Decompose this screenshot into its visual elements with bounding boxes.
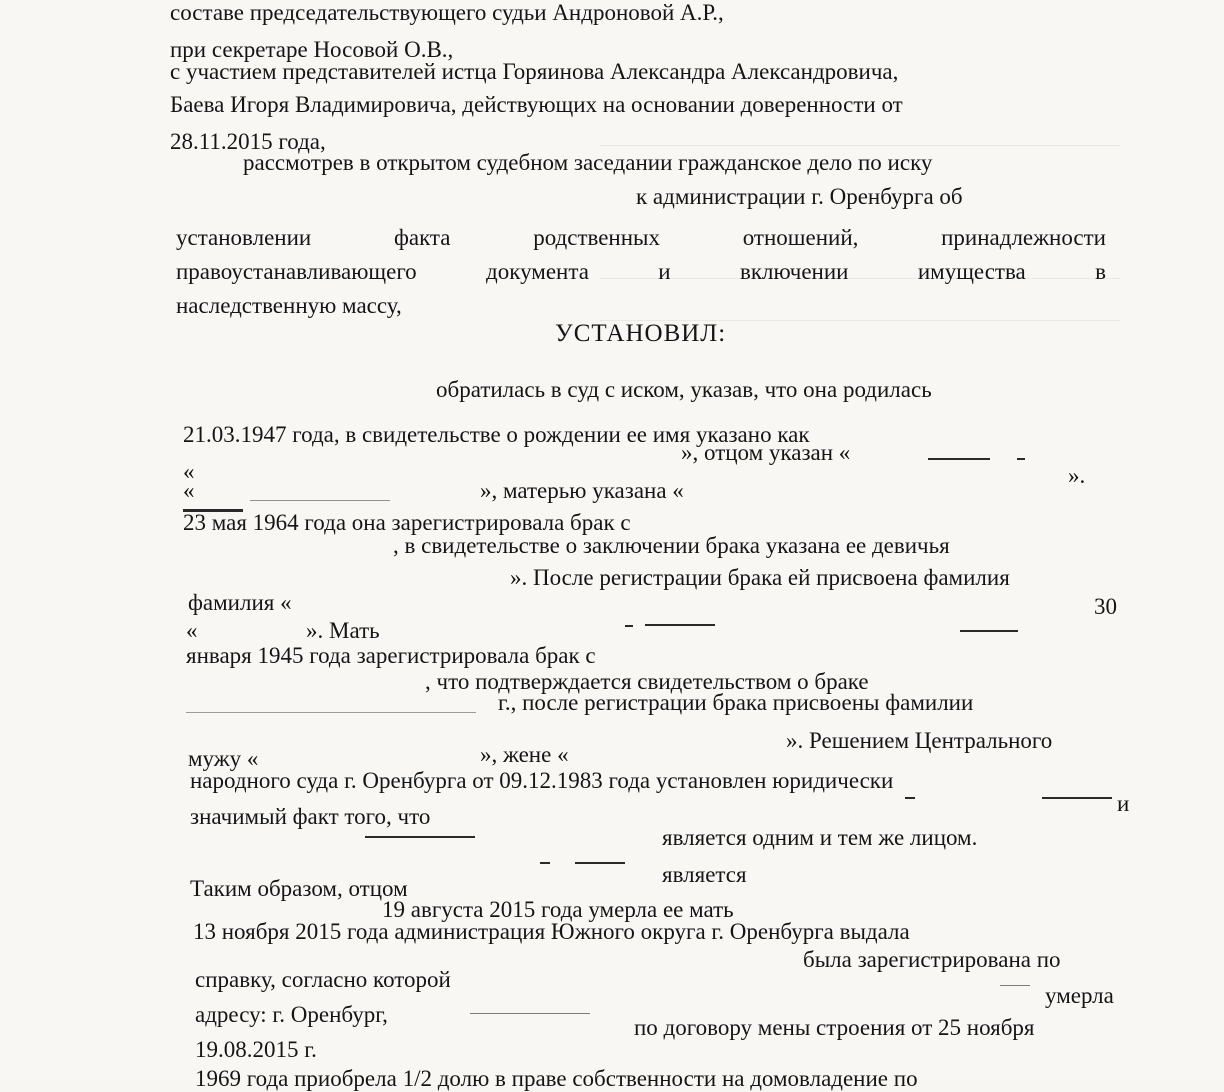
redaction-remnant bbox=[905, 797, 915, 799]
text-fragment: », жене « bbox=[480, 742, 569, 767]
text-line: при секретаре Носовой О.В., bbox=[170, 37, 454, 62]
text-fragment: была зарегистрирована по bbox=[803, 947, 1061, 972]
text-fragment: « bbox=[186, 618, 198, 643]
text-fragment: справку, согласно которой bbox=[195, 967, 451, 992]
text-fragment: фамилия « bbox=[188, 590, 292, 615]
text-line: , в свидетельстве о заключении брака указана ее девичья bbox=[393, 533, 950, 558]
text-line: 19 августа 2015 года умерла ее мать bbox=[382, 897, 734, 922]
text-line: составе председательствующего судьи Андроновой А.Р., bbox=[170, 0, 724, 25]
text-fragment: « bbox=[183, 459, 195, 484]
redaction-remnant bbox=[540, 862, 550, 864]
word: в bbox=[1095, 259, 1106, 284]
redaction-remnant bbox=[645, 624, 715, 626]
redaction-remnant bbox=[365, 836, 475, 838]
word: факта bbox=[393, 225, 451, 250]
word: документа bbox=[486, 259, 589, 284]
redaction-remnant bbox=[960, 630, 1018, 632]
section-heading: УСТАНОВИЛ: bbox=[555, 320, 727, 347]
word: включении bbox=[739, 259, 849, 284]
text-fragment: и bbox=[1117, 791, 1130, 816]
justified-line bbox=[176, 225, 1106, 251]
text-fragment: является bbox=[662, 862, 747, 887]
text-line: наследственную массу, bbox=[176, 293, 402, 318]
redaction-remnant bbox=[625, 625, 633, 627]
redaction-remnant bbox=[1000, 985, 1030, 986]
text-fragment: 30 bbox=[1094, 594, 1117, 619]
text-line: января 1945 года зарегистрировала брак с bbox=[186, 643, 596, 668]
redaction-remnant bbox=[250, 500, 390, 501]
text-line: 28.11.2015 года, bbox=[170, 129, 326, 154]
redaction-remnant bbox=[186, 712, 476, 713]
text-line: 19.08.2015 г. bbox=[195, 1037, 317, 1062]
text-line: к администрации г. Оренбурга об bbox=[636, 184, 963, 209]
text-line: 1969 года приобрела 1/2 долю в праве собственности на домовладение по bbox=[195, 1066, 918, 1091]
text-fragment: Таким образом, отцом bbox=[190, 876, 408, 901]
text-fragment: по договору мены строения от 25 ноября bbox=[634, 1015, 1035, 1040]
text-fragment: мужу « bbox=[188, 746, 259, 771]
word: установлении bbox=[176, 225, 312, 250]
text-fragment: », отцом указан « bbox=[681, 440, 851, 465]
text-line: 21.03.1947 года, в свидетельстве о рождении ее имя указано как bbox=[183, 422, 810, 447]
word: отношений, bbox=[742, 225, 859, 250]
redaction-remnant bbox=[928, 458, 990, 460]
text-fragment: адресу: г. Оренбург, bbox=[195, 1002, 388, 1027]
text-line: 23 мая 1964 года она зарегистрировала брак с bbox=[183, 510, 631, 535]
word: правоустанавливающего bbox=[176, 259, 417, 284]
text-line: Баева Игоря Владимировича, действующих на основании доверенности от bbox=[170, 92, 903, 117]
redaction-remnant bbox=[470, 1013, 590, 1014]
text-fragment: », матерью указана « bbox=[480, 478, 684, 503]
justified-line bbox=[176, 259, 1106, 285]
redaction-remnant bbox=[1017, 458, 1025, 460]
text-fragment: ». Решением Центрального bbox=[786, 728, 1053, 753]
text-line: с участием представителей истца Горяинова Александра Александровича, bbox=[170, 59, 899, 84]
text-line: рассмотрев в открытом судебном заседании гражданское дело по иску bbox=[243, 150, 933, 175]
text-line: является одним и тем же лицом. bbox=[662, 825, 978, 850]
redaction-remnant bbox=[1042, 797, 1112, 799]
text-line: г., после регистрации брака присвоены фамилии bbox=[498, 690, 974, 715]
text-line: обратилась в суд с иском, указав, что она родилась bbox=[436, 377, 932, 402]
redaction-remnant bbox=[575, 862, 625, 864]
word: и bbox=[658, 259, 671, 284]
text-line: умерла bbox=[1045, 983, 1114, 1008]
text-fragment: значимый факт того, что bbox=[190, 804, 431, 829]
text-fragment: ». Мать bbox=[306, 618, 380, 643]
text-line: народного суда г. Оренбурга от 09.12.1983 года установлен юридически bbox=[190, 768, 894, 793]
text-fragment: « bbox=[183, 478, 195, 503]
text-fragment: ». После регистрации брака ей присвоена фамилия bbox=[510, 565, 1010, 590]
text-line: 13 ноября 2015 года администрация Южного округа г. Оренбурга выдала bbox=[193, 919, 910, 944]
word: принадлежности bbox=[941, 225, 1106, 250]
word: имущества bbox=[917, 259, 1026, 284]
text-fragment: ». bbox=[1068, 463, 1086, 488]
word: родственных bbox=[533, 225, 661, 250]
text-line: , что подтверждается свидетельством о браке bbox=[425, 669, 869, 694]
